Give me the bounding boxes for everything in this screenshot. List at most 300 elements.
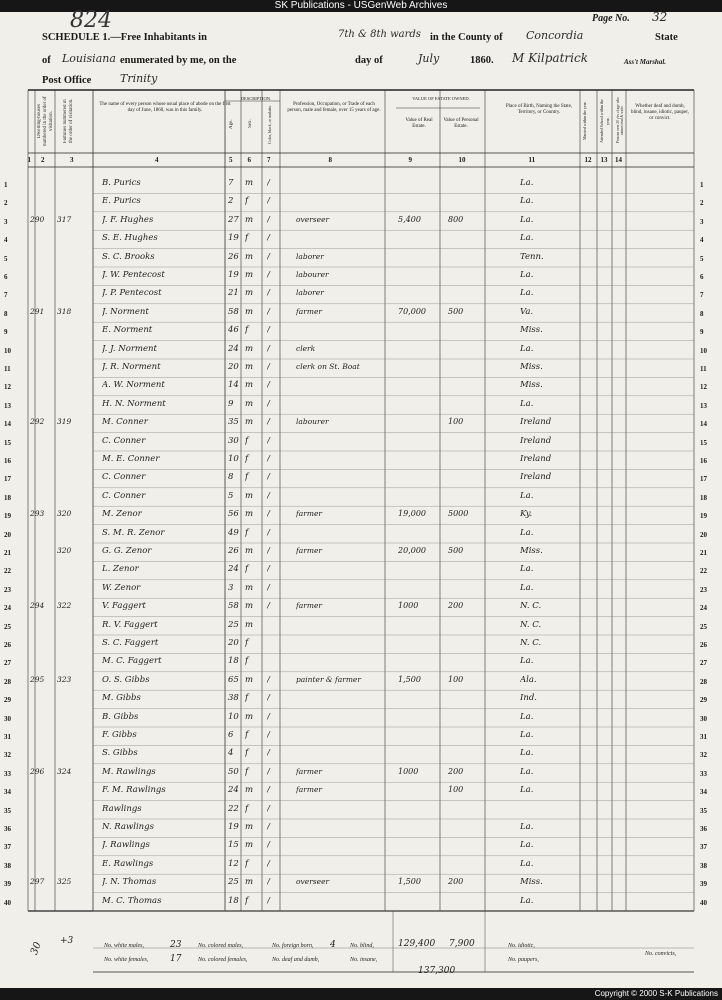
line-number-right: 28 <box>700 677 707 686</box>
dwelling-number: 290 <box>30 214 45 224</box>
person-age: 19 <box>228 822 239 832</box>
person-sex: f <box>245 693 249 704</box>
person-color-mark: / <box>267 380 270 391</box>
person-color-mark: / <box>267 509 270 520</box>
county-name: Concordia <box>526 29 584 42</box>
person-color-mark: / <box>267 196 270 207</box>
person-name: S. Gibbs <box>102 748 138 759</box>
line-number-right: 1 <box>700 181 704 189</box>
person-sex: m <box>245 214 254 225</box>
person-name: O. S. Gibbs <box>102 674 150 685</box>
colored-males-label: No. colored males, <box>198 943 244 949</box>
state-name: Louisiana <box>62 52 116 65</box>
person-sex: f <box>245 730 249 740</box>
person-name: J. Rawlings <box>102 840 150 851</box>
person-sex: f <box>245 564 249 575</box>
person-age: 5 <box>228 490 234 501</box>
column-number: 6 <box>247 156 251 164</box>
person-name: F. M. Rawlings <box>102 785 166 796</box>
wards: 7th & 8th wards <box>338 29 421 40</box>
col-header-age: Age. <box>229 119 234 129</box>
person-occupation: farmer <box>296 785 322 795</box>
column-number: 7 <box>267 156 271 164</box>
person-age: 24 <box>228 564 239 575</box>
line-number-left: 31 <box>4 733 11 741</box>
col-header-real-estate: Value of Real Estate. <box>405 118 433 129</box>
col-header-family: Families numbered in the order of visitation. <box>63 98 74 144</box>
birthplace: La. <box>520 730 534 740</box>
line-number-left: 20 <box>4 530 11 539</box>
birthplace: La. <box>520 270 534 280</box>
person-sex: m <box>245 509 254 520</box>
person-name: M. Zenor <box>102 509 142 520</box>
person-color-mark: / <box>267 251 270 262</box>
person-age: 27 <box>228 214 239 225</box>
dwelling-number: 294 <box>30 601 45 611</box>
birthplace: N. C. <box>520 619 542 630</box>
personal-estate-value: 100 <box>448 674 464 684</box>
person-sex: f <box>245 472 249 483</box>
year: 1860. <box>470 55 494 66</box>
person-age: 25 <box>228 619 239 630</box>
white-males-label: No. white males, <box>104 943 144 949</box>
idiotic-label: No. idiotic, <box>508 943 535 949</box>
line-number-left: 9 <box>4 328 8 337</box>
person-age: 6 <box>228 730 234 740</box>
column-number: 12 <box>584 156 592 164</box>
personal-estate-value: 200 <box>448 766 464 776</box>
line-number-right: 37 <box>700 843 707 852</box>
person-color-mark: / <box>267 766 270 777</box>
col-header-married: Married within the year. <box>582 101 587 141</box>
column-number: 11 <box>528 156 536 164</box>
marshal-signature: M Kilpatrick <box>512 51 588 65</box>
family-number: 319 <box>57 417 72 427</box>
line-number-right: 38 <box>700 861 707 870</box>
real-estate-total: 129,400 <box>398 939 436 949</box>
person-color-mark: / <box>267 233 270 244</box>
person-occupation: painter & farmer <box>296 674 361 684</box>
person-age: 35 <box>228 417 239 428</box>
col-header-dwelling: Dwelling-houses numbered in the order of visitation. <box>37 96 54 146</box>
person-occupation: overseer <box>296 214 330 224</box>
person-sex: m <box>245 398 254 409</box>
person-sex: f <box>245 748 249 759</box>
personal-estate-value: 5000 <box>448 509 469 519</box>
person-name: M. C. Thomas <box>102 895 162 906</box>
person-name: J. W. Pentecost <box>102 270 165 280</box>
dwelling-number: 293 <box>30 509 45 519</box>
person-name: C. Conner <box>102 490 146 501</box>
line-number-right: 11 <box>700 365 707 373</box>
birthplace: Ireland <box>520 417 552 428</box>
line-number-right: 20 <box>700 530 707 539</box>
person-color-mark: / <box>267 472 270 483</box>
of-label: of <box>42 55 51 66</box>
birthplace: Miss. <box>520 877 543 888</box>
line-number-right: 16 <box>700 457 707 465</box>
person-color-mark: / <box>267 858 270 869</box>
paupers-label: No. paupers, <box>508 957 539 963</box>
insane-label: No. insane, <box>350 957 378 963</box>
family-number: 317 <box>57 214 72 224</box>
birthplace: Ind. <box>520 693 537 704</box>
line-number-right: 5 <box>700 254 704 263</box>
person-age: 18 <box>228 656 239 667</box>
col-header-illiterate: Persons over 20 y'rs of age who cannot read & write. <box>616 97 624 143</box>
birthplace: Miss. <box>520 325 543 336</box>
person-age: 26 <box>228 251 239 262</box>
person-age: 26 <box>228 546 239 556</box>
line-number-right: 29 <box>700 696 707 705</box>
person-age: 56 <box>228 509 239 520</box>
person-sex: m <box>245 270 254 280</box>
line-number-left: 32 <box>4 751 11 760</box>
person-name: J. N. Thomas <box>102 877 157 888</box>
line-number-left: 38 <box>4 861 11 870</box>
person-occupation: farmer <box>296 306 322 316</box>
person-occupation: clerk <box>296 343 316 353</box>
line-number-right: 22 <box>700 567 707 576</box>
person-color-mark: / <box>267 582 270 593</box>
line-number-left: 16 <box>4 457 11 465</box>
person-sex: m <box>245 840 254 851</box>
col-header-school: Attended School within the year. <box>599 99 610 143</box>
person-sex: f <box>245 325 249 336</box>
person-name: C. Conner <box>102 472 146 483</box>
real-estate-value: 5,400 <box>398 214 421 224</box>
line-number-right: 12 <box>700 383 707 392</box>
person-name: B. Gibbs <box>102 711 139 722</box>
colored-females-label: No. colored females, <box>198 957 248 963</box>
person-name: J. R. Norment <box>102 362 161 372</box>
person-color-mark: / <box>267 325 270 336</box>
column-number: 13 <box>600 156 608 164</box>
person-name: N. Rawlings <box>102 822 154 832</box>
line-number-left: 25 <box>4 622 11 631</box>
column-number: 14 <box>615 156 622 164</box>
line-number-left: 33 <box>4 769 11 778</box>
line-number-left: 19 <box>4 512 11 521</box>
dwelling-number: 292 <box>30 417 45 427</box>
line-number-right: 30 <box>700 714 707 723</box>
person-name: J. F. Hughes <box>102 214 154 225</box>
family-number: 320 <box>57 509 72 519</box>
birthplace: La. <box>520 840 534 851</box>
line-number-left: 5 <box>4 254 8 263</box>
line-number-right: 10 <box>700 346 707 355</box>
person-sex: f <box>245 638 249 648</box>
line-number-left: 35 <box>4 806 11 815</box>
line-number-left: 37 <box>4 843 11 852</box>
person-sex: f <box>245 435 249 446</box>
birthplace: La. <box>520 214 534 225</box>
person-color-mark: / <box>267 693 270 704</box>
person-age: 15 <box>228 840 239 851</box>
person-age: 14 <box>228 380 239 391</box>
line-number-right: 14 <box>700 420 707 429</box>
person-color-mark: / <box>267 435 270 446</box>
line-number-left: 21 <box>4 549 11 557</box>
real-estate-value: 70,000 <box>398 306 426 316</box>
birthplace: La. <box>520 288 534 299</box>
column-number: 8 <box>328 156 332 164</box>
line-number-left: 22 <box>4 567 11 576</box>
person-color-mark: / <box>267 490 270 501</box>
person-sex: f <box>245 454 249 464</box>
person-age: 24 <box>228 343 239 354</box>
person-name: M. Gibbs <box>102 693 141 704</box>
person-sex: f <box>245 196 249 207</box>
person-color-mark: / <box>267 711 270 722</box>
white-females-value: 17 <box>170 954 182 964</box>
dwelling-number: 297 <box>30 877 45 887</box>
person-age: 10 <box>228 711 239 722</box>
line-number-left: 30 <box>4 714 11 723</box>
personal-estate-value: 200 <box>448 877 464 887</box>
person-age: 12 <box>228 858 239 869</box>
person-color-mark: / <box>267 398 270 409</box>
person-name: S. M. R. Zenor <box>102 527 165 538</box>
line-number-left: 40 <box>4 898 11 907</box>
person-name: S. E. Hughes <box>102 233 158 244</box>
person-name: E. Purics <box>102 196 141 207</box>
state-label: State <box>655 32 678 43</box>
line-number-left: 17 <box>4 475 11 484</box>
person-name: E. Rawlings <box>102 858 154 869</box>
line-number-left: 10 <box>4 346 11 355</box>
person-color-mark: / <box>267 527 270 538</box>
county-label: in the County of <box>430 32 503 43</box>
person-age: 58 <box>228 601 239 612</box>
person-age: 46 <box>228 325 239 336</box>
person-age: 25 <box>228 877 239 888</box>
person-color-mark: / <box>267 674 270 685</box>
line-number-left: 26 <box>4 641 11 649</box>
birthplace: Ireland <box>520 472 552 483</box>
person-age: 9 <box>228 398 234 409</box>
line-number-left: 8 <box>4 309 8 318</box>
line-number-left: 3 <box>4 217 8 226</box>
person-color-mark: / <box>267 877 270 888</box>
person-sex: f <box>245 656 249 667</box>
person-color-mark: / <box>267 288 270 299</box>
person-name: H. N. Norment <box>102 398 166 409</box>
person-name: L. Zenor <box>102 564 139 575</box>
person-age: 50 <box>228 766 239 777</box>
person-color-mark: / <box>267 343 270 354</box>
personal-estate-value: 800 <box>448 214 464 224</box>
person-color-mark: / <box>267 564 270 575</box>
person-occupation: labourer <box>296 417 329 427</box>
real-estate-value: 1000 <box>398 601 419 611</box>
birthplace: La. <box>520 196 534 207</box>
personal-estate-value: 100 <box>448 417 464 427</box>
line-number-left: 15 <box>4 438 11 447</box>
birthplace: Tenn. <box>520 251 544 262</box>
birthplace: N. C. <box>520 601 542 612</box>
person-occupation: laborer <box>296 251 324 261</box>
birthplace: La. <box>520 858 534 869</box>
birthplace: La. <box>520 785 534 796</box>
birthplace: La. <box>520 178 534 188</box>
person-age: 24 <box>228 785 239 796</box>
personal-estate-total: 7,900 <box>449 939 475 949</box>
person-sex: m <box>245 306 254 317</box>
line-number-right: 19 <box>700 512 707 521</box>
line-number-right: 17 <box>700 475 707 484</box>
real-estate-value: 1,500 <box>398 674 421 684</box>
person-name: J. J. Norment <box>102 343 157 354</box>
grand-total: 137,300 <box>418 966 456 976</box>
birthplace: La. <box>520 656 534 667</box>
person-name: V. Faggert <box>102 601 146 612</box>
person-sex: m <box>245 877 254 888</box>
line-number-right: 31 <box>700 733 707 741</box>
person-age: 7 <box>228 178 234 188</box>
personal-estate-value: 200 <box>448 601 464 611</box>
birthplace: La. <box>520 822 534 832</box>
person-name: E. Norment <box>102 325 153 336</box>
person-name: M. Rawlings <box>102 766 156 777</box>
person-color-mark: / <box>267 214 270 225</box>
dwelling-number: 291 <box>30 306 45 316</box>
person-occupation: clerk on St. Boat <box>296 362 360 371</box>
white-males-value: 23 <box>170 940 182 950</box>
person-age: 65 <box>228 674 239 685</box>
person-color-mark: / <box>267 748 270 759</box>
person-name: M. E. Conner <box>102 454 160 464</box>
line-number-right: 2 <box>700 199 704 208</box>
person-age: 19 <box>228 270 239 280</box>
person-name: W. Zenor <box>102 582 141 593</box>
family-number: 325 <box>57 877 72 887</box>
birthplace: La. <box>520 233 534 244</box>
person-age: 20 <box>228 638 239 648</box>
schedule-title: SCHEDULE 1.—Free Inhabitants in <box>42 32 207 43</box>
person-sex: m <box>245 178 254 188</box>
real-estate-value: 1,500 <box>398 877 421 887</box>
person-color-mark: / <box>267 895 270 906</box>
person-sex: m <box>245 251 254 262</box>
person-name: R. V. Faggert <box>102 619 158 630</box>
person-color-mark: / <box>267 454 270 464</box>
birthplace: Miss. <box>520 362 543 372</box>
person-name: M. C. Faggert <box>102 656 162 667</box>
person-name: S. C. Faggert <box>102 638 159 648</box>
foreign-born-label: No. foreign born, <box>272 943 314 949</box>
person-age: 4 <box>228 748 234 759</box>
person-name: B. Purics <box>102 178 141 188</box>
person-age: 20 <box>228 362 239 372</box>
line-number-right: 40 <box>700 898 707 907</box>
line-number-left: 11 <box>4 365 11 373</box>
person-sex: m <box>245 582 254 593</box>
birthplace: La. <box>520 582 534 593</box>
column-number: 1 <box>27 156 31 164</box>
column-number: 5 <box>229 156 233 164</box>
column-number: 9 <box>408 156 412 164</box>
person-color-mark: / <box>267 785 270 796</box>
person-sex: m <box>245 546 254 556</box>
person-age: 30 <box>228 435 239 446</box>
page-no-label: Page No. <box>592 13 630 24</box>
column-number: 10 <box>458 156 466 164</box>
line-number-left: 13 <box>4 401 11 410</box>
real-estate-value: 1000 <box>398 766 419 776</box>
person-sex: m <box>245 619 254 630</box>
col-header-name: The name of every person whose usual place of abode on the first day of June, 1860, was in this family. <box>99 102 231 113</box>
column-number: 2 <box>41 156 45 164</box>
person-occupation: farmer <box>296 546 322 555</box>
line-number-left: 7 <box>4 291 8 300</box>
person-sex: m <box>245 674 254 685</box>
person-color-mark: / <box>267 306 270 317</box>
person-sex: f <box>245 233 249 244</box>
person-color-mark: / <box>267 546 270 556</box>
line-number-right: 32 <box>700 751 707 760</box>
line-number-right: 21 <box>700 549 707 557</box>
family-number: 318 <box>57 306 72 316</box>
family-number: 320 <box>57 546 72 555</box>
deaf-dumb-label: No. deaf and dumb, <box>272 957 320 963</box>
person-sex: m <box>245 343 254 354</box>
line-number-right: 39 <box>700 880 707 889</box>
person-age: 10 <box>228 454 239 464</box>
col-header-condition: Whether deaf and dumb, blind, insane, idiotic, pauper, or convict. <box>631 104 689 121</box>
post-office: Trinity <box>120 72 158 85</box>
personal-estate-value: 500 <box>448 306 464 316</box>
person-sex: m <box>245 822 254 832</box>
person-name: C. Conner <box>102 435 146 446</box>
personal-estate-value: 100 <box>448 785 464 795</box>
person-age: 19 <box>228 233 239 244</box>
person-sex: m <box>245 288 254 299</box>
person-color-mark: / <box>267 178 270 188</box>
line-number-right: 23 <box>700 585 707 594</box>
birthplace: Miss. <box>520 380 543 391</box>
person-occupation: laborer <box>296 288 324 298</box>
line-number-right: 15 <box>700 438 707 447</box>
col-header-estate: VALUE OF ESTATE OWNED. <box>412 96 470 101</box>
person-color-mark: / <box>267 601 270 612</box>
person-color-mark: / <box>267 417 270 428</box>
birthplace: La. <box>520 343 534 354</box>
birthplace: Miss. <box>520 546 543 556</box>
column-number: 4 <box>155 156 159 164</box>
person-occupation: labourer <box>296 270 329 279</box>
birthplace: La. <box>520 527 534 538</box>
person-age: 3 <box>228 582 234 593</box>
marshal-label: Ass't Marshal. <box>624 58 667 66</box>
person-sex: f <box>245 803 249 814</box>
birthplace: Va. <box>520 306 534 317</box>
person-color-mark: / <box>267 730 270 740</box>
archive-banner-text: SK Publications - USGenWeb Archives <box>274 0 448 11</box>
person-age: 58 <box>228 306 239 317</box>
person-occupation: farmer <box>296 766 322 776</box>
line-number-right: 3 <box>700 217 704 226</box>
white-females-label: No. white females, <box>104 957 149 963</box>
line-number-right: 35 <box>700 806 707 815</box>
line-number-left: 18 <box>4 493 11 502</box>
birthplace: La. <box>520 398 534 409</box>
person-occupation: overseer <box>296 877 330 887</box>
month: July <box>418 52 440 65</box>
person-name: A. W. Norment <box>102 380 165 391</box>
person-age: 22 <box>228 803 239 814</box>
line-number-left: 2 <box>4 199 8 208</box>
